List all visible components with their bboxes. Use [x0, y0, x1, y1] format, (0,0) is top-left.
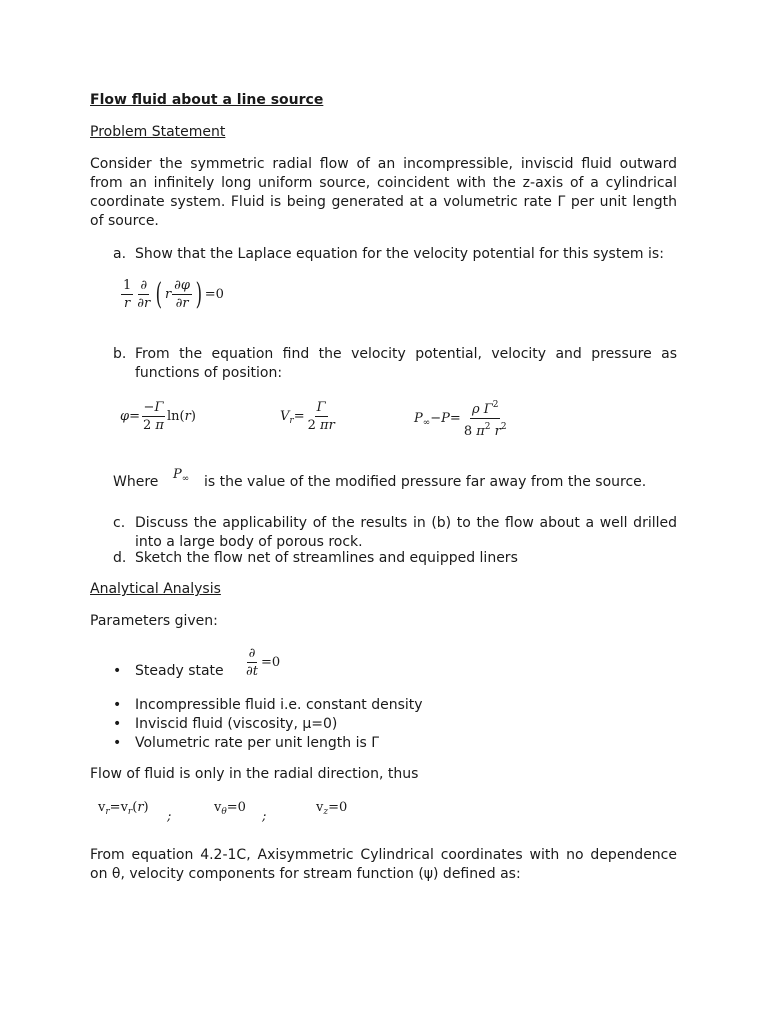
bullet-volumetric — [113, 734, 379, 753]
p-infinity-symbol: $P_\infty$ — [173, 467, 190, 484]
parameters-label: Parameters given: — [90, 613, 218, 629]
bullet-glyph: • — [113, 735, 122, 751]
separator-1: ; — [167, 809, 172, 824]
analytical-analysis-heading: Analytical Analysis — [90, 581, 221, 597]
problem-statement-heading: Problem Statement — [90, 124, 226, 140]
vr-equation: $v_r=v_r(r)$ — [98, 800, 149, 817]
separator-2: ; — [262, 809, 267, 824]
where-prefix: Where — [113, 474, 159, 490]
item-b — [113, 345, 677, 383]
velocity-potential-equation: φ= $\frac{-\Gamma}{2 \pi}$ ln(r) — [120, 400, 196, 433]
velocity-equation: $V_r=$ $\frac{\Gamma}{2 \pi r}$ — [280, 400, 335, 433]
item-d-text: Sketch the flow net of streamlines and equipped liners — [135, 550, 518, 566]
bullet-glyph: • — [113, 716, 122, 732]
laplace-equation: $\frac{1}{r}$ $\frac{\partial}{\partial r}$ ( r $\frac{\partial\varphi}{\partial r}$ ) =0 — [123, 276, 224, 312]
vz-equation: $v_z=0$ — [316, 800, 348, 817]
item-a-label: a. — [113, 246, 127, 262]
bullet-inviscid-text: Inviscid fluid (viscosity, μ=0) — [135, 716, 338, 732]
bullet-volumetric-text: Volumetric rate per unit length is Γ — [135, 735, 380, 751]
item-c — [113, 514, 677, 552]
item-c-text: Discuss the applicability of the results in (b) to the flow about a well drilled into a large body of porous rock. — [135, 515, 677, 550]
vtheta-equation: $v_\theta=0$ — [214, 800, 246, 817]
item-a-text: Show that the Laplace equation for the velocity potential for this system is: — [135, 246, 664, 262]
intro-paragraph: Consider the symmetric radial flow of an incompressible, inviscid fluid outward from an infinitely long uniform source, coincident with the z-axis of a cylindrical coordinate system. Fluid is being generated at a volumetric rate Γ per unit length of source. — [90, 156, 677, 229]
bullet-steady-state-text: Steady state — [135, 663, 224, 679]
pressure-equation: $P_\infty-P=$ $\frac{\rho \Gamma^2}{8 \pi^2 r^2}$ — [414, 400, 507, 439]
steady-state-equation: $\frac{\partial}{\partial t}$ =0 — [246, 646, 281, 679]
item-d-label: d. — [113, 550, 127, 566]
where-suffix: is the value of the modified pressure far away from the source. — [204, 474, 647, 490]
item-c-label: c. — [113, 515, 126, 531]
bullet-incompressible — [113, 696, 423, 715]
document-title: Flow fluid about a line source — [90, 92, 324, 108]
bullet-glyph: • — [113, 663, 122, 679]
item-d — [113, 549, 677, 568]
item-b-label: b. — [113, 346, 127, 362]
bullet-steady-state — [113, 662, 224, 681]
radial-direction-text: Flow of fluid is only in the radial direction, thus — [90, 766, 419, 782]
bullet-incompressible-text: Incompressible fluid i.e. constant density — [135, 697, 423, 713]
item-a — [113, 245, 677, 264]
item-b-text: From the equation find the velocity potential, velocity and pressure as functions of position: — [135, 346, 677, 381]
from-equation-paragraph: From equation 4.2-1C, Axisymmetric Cylindrical coordinates with no dependence on θ, velocity components for stream function (ψ) defined as: — [90, 847, 677, 882]
bullet-inviscid — [113, 715, 337, 734]
bullet-glyph: • — [113, 697, 122, 713]
